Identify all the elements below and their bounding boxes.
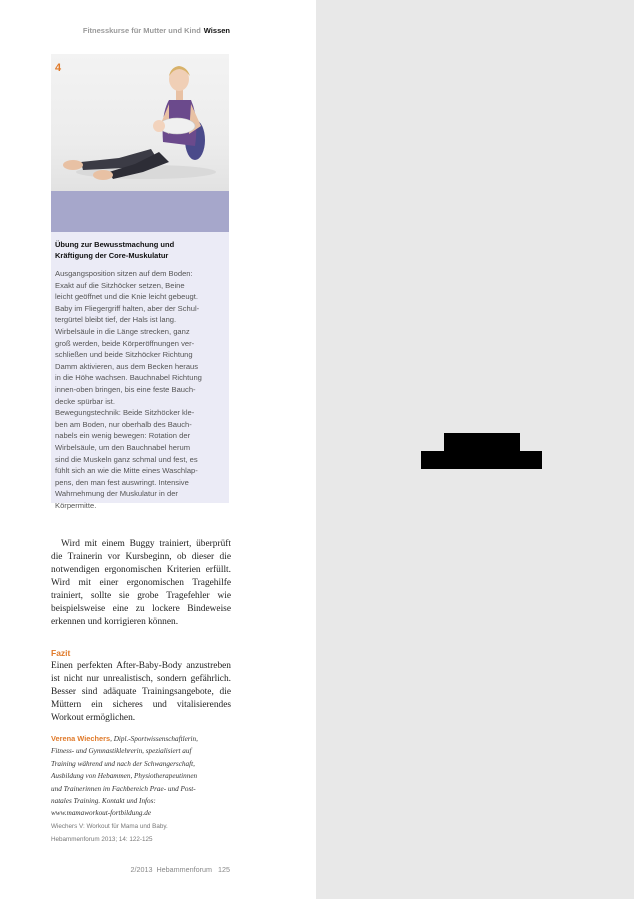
fazit-heading: Fazit [51, 648, 71, 658]
header-subtitle: Fitnesskurse für Mutter und Kind [82, 26, 201, 35]
exercise-illustration [51, 54, 229, 191]
footer-issue: 2/2013 [130, 865, 153, 874]
author-website: www.mamaworkout-fortbildung.de [51, 809, 152, 818]
info-box-title: Übung zur Bewusstmachung und Kräftigung der Core-Muskulatur [55, 240, 175, 260]
author-bio: Verena Wiechers, Dipl.-Sportwissenschaftlerin, Fitness- und Gymnastiklehrerin, spezialisiert auf Training während und nach der Schwangerschaft, Ausbildung von Hebammen, Physiotherapeutinnen und Trainerinnen im Fachbereich Prae- und Post- natales Training. Kontakt und Infos: www.mamaworkout-fortbildung.de [51, 734, 198, 818]
redaction-block [421, 451, 542, 469]
page-number: 125 [218, 865, 230, 874]
body-paragraph: Wird mit einem Buggy trainiert, überprüft die Trainerin vor Kursbeginn, ob dieser die notwendigen ergonomischen Kriterien erfüllt. Wird mit einer ergonomischen Tragehilfe trainiert, sollte sie grobe Tragefehler wie beispielsweise eine zu lockere Bindeweise erkennen und korrigieren können. [51, 539, 231, 627]
reference-line-1: Wiechers V: Workout für Mama und Baby. [51, 823, 168, 830]
page-footer [90, 865, 230, 874]
author-name: Verena Wiechers [51, 734, 111, 743]
footer-journal: Hebammenforum [156, 865, 212, 874]
header-section: Wissen [203, 26, 230, 35]
photo-number: 4 [55, 62, 62, 74]
reference-line-2: Hebammenforum 2013; 14: 122-125 [51, 836, 153, 843]
redaction-block [444, 433, 520, 451]
running-header [64, 26, 230, 35]
info-box-body: Ausgangsposition sitzen auf dem Boden: Exakt auf die Sitzhöcker setzen, Beine leicht geöffnet und die Knie leicht gebeugt. Baby im Fliegergriff halten, aber der Schul- tergürtel bleibt tief, der Hals ist lang. Wirbelsäule in die Länge strecken, ganz groß werden, beide Körperöffnungen ver- schließen und beide Sitzhöcker Richtung Damm aktivieren, aus dem Becken heraus in die Höhe wachsen. Bauchnabel Richtung innen-oben bringen, bis eine feste Bauch- decke spürbar ist. Bewegungstechnik: Beide Sitzhöcker kle- ben am Boden, nur oberhalb des Bauch- nabels ein wenig bewegen: Rotation der Wirbelsäule, um den Bauchnabel herum sind die Muskeln ganz schmal und fest, es fühlt sich an wie die Mitte eines Waschlap- pens, den man fest auswringt. Intensive Wahrnehmung der Muskulatur in der Körpermitte. [55, 269, 202, 510]
exercise-photo [51, 54, 229, 191]
photo-caption-band [51, 191, 229, 232]
page [0, 0, 316, 899]
fazit-text: Einen perfekten After-Baby-Body anzustreben ist nicht nur unrealistisch, sondern gefährlich. Besser sind adäquate Trainingsangebote, die Müttern ein sicheres und vitalisierendes Workout ermöglichen. [51, 661, 231, 723]
